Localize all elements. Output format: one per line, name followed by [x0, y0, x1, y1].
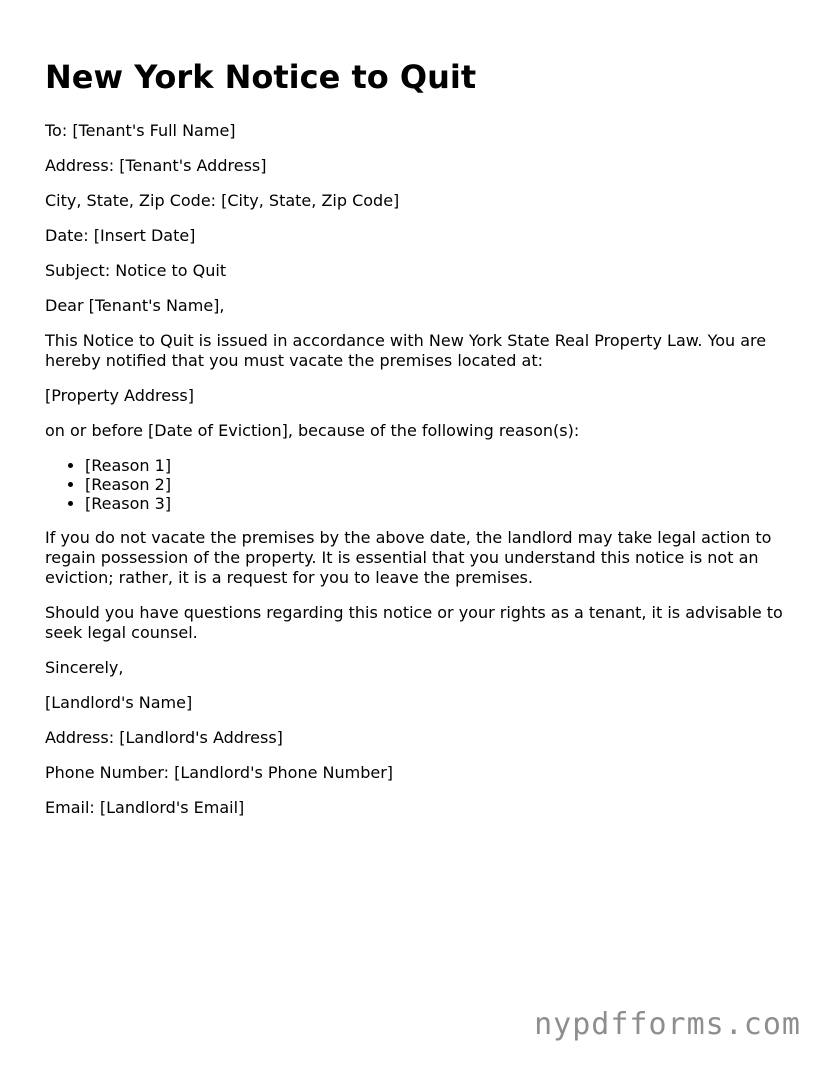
recipient-line: To: [Tenant's Full Name]	[45, 121, 236, 140]
list-item: • [Reason 1]	[85, 456, 785, 475]
landlord-name: [Landlord's Name]	[45, 693, 193, 712]
date-line: Date: [Insert Date]	[45, 226, 196, 245]
advice-paragraph: Should you have questions regarding this notice or your rights as a tenant, it is advisable to seek legal counsel.	[45, 603, 783, 642]
landlord-phone: Phone Number: [Landlord's Phone Number]	[45, 763, 394, 782]
deadline-paragraph: on or before [Date of Eviction], because of the following reason(s):	[45, 421, 580, 440]
warning-paragraph: If you do not vacate the premises by the above date, the landlord may take legal action to regain possession of the property. It is essential that you understand this notice is not an eviction; rather, it is a request for you to leave the premises.	[45, 528, 772, 587]
reasons-list	[45, 456, 785, 513]
recipient-address-line: Address: [Tenant's Address]	[45, 156, 267, 175]
document-title: New York Notice to Quit	[45, 58, 477, 96]
site-watermark: nypdfforms.com	[534, 1007, 801, 1042]
intro-paragraph: This Notice to Quit is issued in accordance with New York State Real Property Law. You are hereby notified that you must vacate the premises located at:	[45, 331, 767, 370]
landlord-email: Email: [Landlord's Email]	[45, 798, 245, 817]
list-item: • [Reason 2]	[85, 475, 785, 494]
list-item: • [Reason 3]	[85, 494, 785, 513]
sign-off: Sincerely,	[45, 658, 124, 677]
recipient-city-state-zip-line: City, State, Zip Code: [City, State, Zip Code]	[45, 191, 400, 210]
salutation: Dear [Tenant's Name],	[45, 296, 225, 315]
landlord-address: Address: [Landlord's Address]	[45, 728, 283, 747]
property-address: [Property Address]	[45, 386, 194, 405]
document-page	[45, 56, 785, 833]
subject-line: Subject: Notice to Quit	[45, 261, 227, 280]
